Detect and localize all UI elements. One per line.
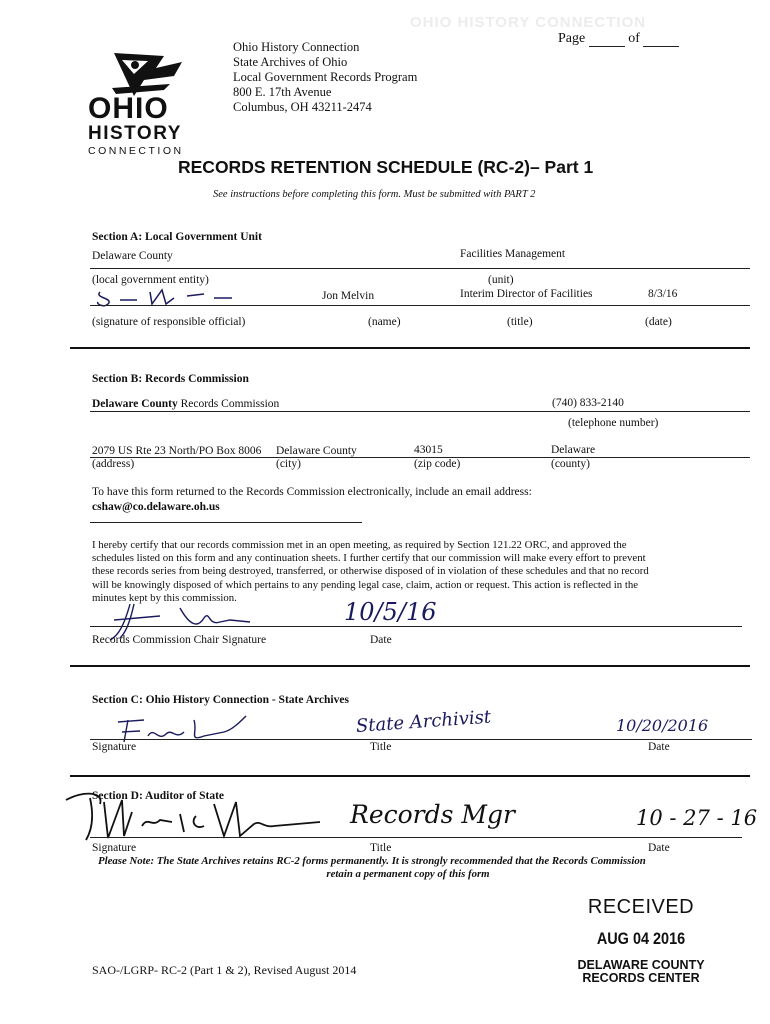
signature-label: (signature of responsible official) bbox=[92, 316, 246, 328]
responsible-official-signature bbox=[92, 282, 242, 312]
page-blank bbox=[589, 34, 625, 47]
section-b-line-1 bbox=[90, 411, 750, 412]
received-stamp bbox=[566, 896, 716, 985]
of-blank bbox=[643, 34, 679, 47]
auditor-title-label: Title bbox=[370, 842, 392, 854]
phone-label: (telephone number) bbox=[568, 417, 659, 429]
date-label: (date) bbox=[645, 316, 672, 328]
chair-date-value: 10/5/16 bbox=[344, 598, 437, 626]
note-lead: Please Note: bbox=[98, 855, 155, 867]
name-value: Jon Melvin bbox=[322, 290, 375, 302]
title-label: (title) bbox=[507, 316, 533, 328]
certify-line: schedules listed on this form and any continuation sheets. I further certify that our commission will make every effort to prevent bbox=[92, 552, 646, 565]
commission-rest: Records Commission bbox=[180, 398, 280, 410]
address-line: Local Government Records Program bbox=[233, 70, 418, 84]
county-label: (county) bbox=[551, 458, 590, 470]
zip-label: (zip code) bbox=[414, 458, 461, 470]
address-label: (address) bbox=[92, 458, 135, 470]
received-org-line2: RECORDS CENTER bbox=[582, 971, 700, 985]
address-block bbox=[233, 40, 417, 115]
archives-signature bbox=[114, 712, 264, 746]
email-line bbox=[90, 522, 362, 523]
logo-history: HISTORY bbox=[88, 123, 182, 144]
archives-date-label: Date bbox=[648, 741, 670, 753]
section-divider-b bbox=[70, 665, 750, 667]
unit-label: (unit) bbox=[488, 274, 514, 286]
logo-connection: CONNECTION bbox=[88, 145, 184, 157]
auditor-title-value: Records Mgr bbox=[350, 800, 515, 829]
city-value: Delaware County bbox=[276, 445, 357, 457]
email-value: cshaw@co.delaware.oh.us bbox=[92, 501, 220, 513]
section-c-line bbox=[90, 739, 752, 740]
ohio-history-logo bbox=[88, 46, 208, 166]
archives-signature-label: Signature bbox=[92, 741, 137, 753]
address-line: Columbus, OH 43211-2474 bbox=[233, 100, 372, 114]
address-line: State Archives of Ohio bbox=[233, 55, 348, 69]
note-text: The State Archives retains RC-2 forms permanently. It is strongly recommended that the Records Commission bbox=[156, 855, 646, 867]
unit-value: Facilities Management bbox=[460, 248, 566, 260]
logo-ohio: OHIO bbox=[88, 92, 169, 125]
address-value: 2079 US Rte 23 North/PO Box 8006 bbox=[92, 445, 262, 457]
form-subtitle: See instructions before completing this form. Must be submitted with PART 2 bbox=[213, 189, 536, 200]
commission-county: Delaware County bbox=[92, 398, 178, 410]
auditor-date-label: Date bbox=[648, 842, 670, 854]
note-line-2: retain a permanent copy of this form bbox=[326, 868, 490, 880]
page-label: Page bbox=[558, 31, 586, 46]
archives-date-value: 10/20/2016 bbox=[616, 716, 709, 735]
section-d-heading: Section D: Auditor of State bbox=[92, 790, 225, 802]
received-org-line1: DELAWARE COUNTY bbox=[577, 958, 705, 972]
section-b-heading: Section B: Records Commission bbox=[92, 373, 249, 385]
entity-label: (local government entity) bbox=[92, 274, 209, 286]
archives-title-value: State Archivist bbox=[355, 706, 492, 737]
chair-signature-label: Records Commission Chair Signature bbox=[92, 634, 267, 646]
certify-line: these records series from being destroyed, transferred, or otherwise disposed of in violation of these schedules and that no record bbox=[92, 565, 649, 578]
auditor-date-value: 10 - 27 - 16 bbox=[636, 806, 758, 830]
form-title: RECORDS RETENTION SCHEDULE (RC-2)– Part 1 bbox=[178, 157, 594, 177]
flag-icon bbox=[104, 48, 194, 98]
section-a-line-1 bbox=[90, 268, 750, 269]
section-divider-a bbox=[70, 347, 750, 349]
note-line-1 bbox=[98, 855, 718, 868]
page-number-field bbox=[558, 31, 679, 47]
section-a-line-2 bbox=[90, 305, 750, 306]
received-label: RECEIVED bbox=[587, 896, 695, 918]
faint-stamp-text: OHIO HISTORY CONNECTION bbox=[410, 14, 647, 31]
county-value: Delaware bbox=[551, 444, 596, 456]
chair-date-label: Date bbox=[370, 634, 392, 646]
address-line: Ohio History Connection bbox=[233, 40, 360, 54]
archives-title-label: Title bbox=[370, 741, 392, 753]
section-divider-c bbox=[70, 775, 750, 777]
date-value: 8/3/16 bbox=[648, 288, 678, 300]
phone-value: (740) 833-2140 bbox=[552, 397, 624, 409]
name-label: (name) bbox=[368, 316, 401, 328]
received-date: AUG 04 2016 bbox=[596, 929, 686, 948]
section-d-line bbox=[90, 837, 742, 838]
commission-name bbox=[92, 398, 279, 410]
entity-value: Delaware County bbox=[92, 250, 173, 262]
city-label: (city) bbox=[276, 458, 301, 470]
section-c-heading: Section C: Ohio History Connection - State Archives bbox=[92, 694, 349, 706]
certify-line: minutes kept by this commission. bbox=[92, 591, 237, 604]
section-a-heading: Section A: Local Government Unit bbox=[92, 231, 262, 243]
address-line: 800 E. 17th Avenue bbox=[233, 85, 332, 99]
title-value: Interim Director of Facilities bbox=[460, 288, 593, 300]
chair-line bbox=[90, 626, 742, 627]
certify-line: I hereby certify that our records commission met in an open meeting, as required by Section 121.22 ORC, and approved the bbox=[92, 539, 627, 551]
retention-note bbox=[98, 855, 718, 881]
email-instruction: To have this form returned to the Records Commission electronically, include an email address: bbox=[92, 486, 532, 498]
certify-line: will be knowingly disposed of which pertains to any pending legal case, claim, action or request. This action is reflected in the bbox=[92, 578, 639, 591]
of-label: of bbox=[628, 31, 640, 46]
auditor-signature-label: Signature bbox=[92, 842, 137, 854]
zip-value: 43015 bbox=[414, 444, 443, 456]
form-footer: SAO-/LGRP- RC-2 (Part 1 & 2), Revised August 2014 bbox=[92, 963, 357, 977]
